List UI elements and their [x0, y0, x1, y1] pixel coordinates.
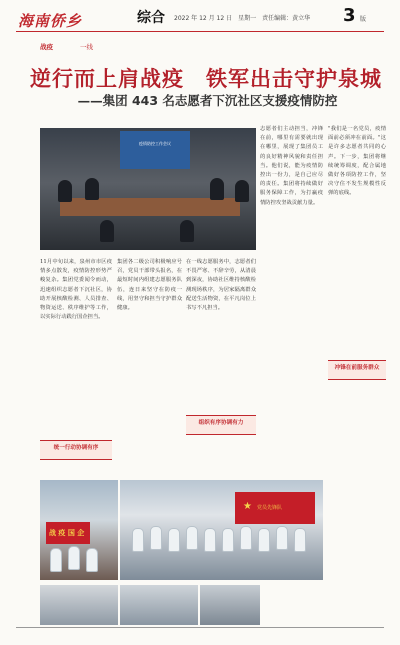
ppe-volunteer — [276, 526, 288, 550]
ppe-volunteer — [204, 528, 216, 552]
ppe-volunteer — [50, 548, 62, 572]
person-silhouette — [180, 220, 194, 242]
meeting-photo — [40, 128, 256, 250]
ppe-volunteer — [132, 528, 144, 552]
bottom-rule — [16, 627, 384, 628]
date: 2022 年 12 月 12 日 星期一 — [174, 15, 257, 22]
party-flag — [235, 492, 315, 524]
group-photo — [120, 480, 323, 580]
headline: 逆行而上肩战疫 铁军出击守护泉城 — [30, 67, 382, 91]
ppe-volunteer — [186, 526, 198, 550]
page-label: 版 — [360, 16, 367, 23]
person-silhouette — [58, 180, 72, 202]
person-silhouette — [100, 220, 114, 242]
ppe-volunteer — [86, 548, 98, 572]
ppe-volunteer — [68, 546, 80, 570]
star-icon: ★ — [243, 501, 252, 512]
ppe-volunteer — [258, 528, 270, 552]
section-subheading: 组织有序协调有力 — [186, 415, 256, 435]
top-rule — [16, 31, 384, 32]
kicker-label: 战疫 — [40, 43, 53, 51]
banner-text: 战 疫 国 企 — [49, 529, 85, 537]
field-photo — [200, 585, 260, 625]
date-line — [174, 13, 310, 22]
article-column-2: 集团各二级公司积极响应号召，党员干部带头报名，在最短时间内组建志愿服务队伍，连日来坚守在防疫一线，用坚守和担当守护群众健康。 — [117, 259, 182, 312]
meeting-table — [60, 198, 240, 216]
field-photo — [120, 585, 198, 625]
red-banner — [46, 522, 90, 544]
flag-caption: 党员先锋队 — [257, 505, 283, 511]
article-column-3: 在一线志愿服务中，志愿者们不畏严寒、不辞辛劳，从清晨到深夜，协助社区维持核酸检测现场秩序，为居家隔离群众配送生活物资，在平凡岗位上书写不凡担当。 — [186, 259, 256, 312]
ppe-volunteer — [294, 528, 306, 552]
masthead — [0, 0, 400, 34]
person-silhouette — [210, 178, 224, 200]
person-silhouette — [85, 178, 99, 200]
volunteer-photo — [40, 480, 118, 580]
section-title: 综合 — [137, 10, 165, 26]
projection-screen — [120, 131, 190, 169]
article-column-1: 11月中旬以来，泉州市市区疫情多点散发，疫情防控形势严峻复杂。集团党委闻令而动，迅速组织志愿者下沉社区，协助开展核酸检测、人员排查、物资运送、秩序维护等工作，以实际行动践行国企担当。 — [40, 259, 112, 321]
ppe-volunteer — [150, 526, 162, 550]
ppe-volunteer — [240, 526, 252, 550]
subtitle: ——集团 443 名志愿者下沉社区支援疫情防控 — [77, 93, 338, 108]
ppe-volunteer — [168, 528, 180, 552]
newspaper-logo: 海南侨乡 — [18, 12, 83, 30]
field-photo — [40, 585, 118, 625]
editor: 责任编辑：黄立华 — [262, 15, 311, 22]
page-number: 3 — [343, 5, 356, 26]
section-subheading: 统一行动协调有序 — [40, 440, 112, 460]
person-silhouette — [235, 180, 249, 202]
section-subheading: 冲锋在前服务群众 — [328, 360, 386, 380]
ppe-volunteer — [222, 528, 234, 552]
article-column-5: "我们是一名党员，疫情面前必须冲在前面。"这是许多志愿者共同的心声。下一步，集团将继续统筹调度，配合属地做好各项防控工作，坚决守住不发生规模性反弹的底线。 — [328, 126, 386, 197]
screen-caption: 疫情防控工作会议 — [139, 141, 171, 146]
kicker-text: 一线 — [80, 43, 93, 51]
article-column-4: 志愿者们主动担当，冲锋在前，哪里有需要就出现在哪里，展现了集团员工的良好精神风貌和责任担当。他们说，能为疫情防控出一份力，是自己应尽的责任。集团将持续做好服务保障工作，为打赢疫情防控攻坚战贡献力量。 — [260, 126, 323, 206]
